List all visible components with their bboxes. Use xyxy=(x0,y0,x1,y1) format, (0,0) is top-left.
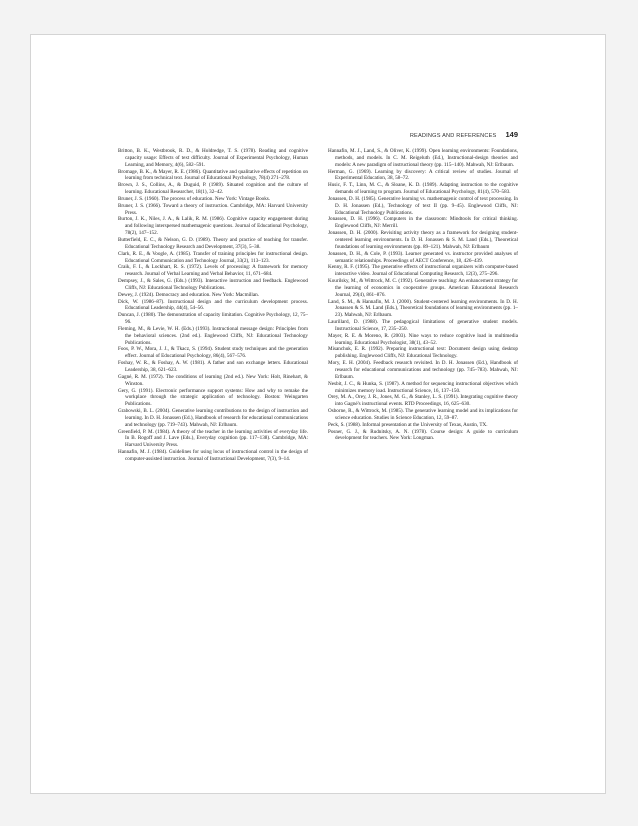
reference-entry: Grabowski, B. L. (2004). Generative learning contributions to the design of instruction and learning. In D. H. Jonassen (Ed.), Handbook of research for educational communications and technology (pp. 719–743). Mahwah, NJ: Erlbaum. xyxy=(118,408,309,428)
reference-entry: Laurillard, D. (1988). The pedagogical limitations of generative student models. Instructional Science, 17, 235–250. xyxy=(328,319,518,332)
running-head: READINGS AND REFERENCES xyxy=(409,133,497,139)
reference-entry: Foshay, W. R., & Foshay, A. W. (1981). A father and son exchange letters. Educational Leadership, 38, 621–623. xyxy=(118,360,308,373)
reference-entry: Craik, F. I., & Lockhart, R. S. (1972). Levels of processing: A framework for memory research. Journal of Verbal Learning and Verbal Behavior, 11, 671–684. xyxy=(118,264,308,278)
references-column-left xyxy=(118,148,308,463)
references-column-right xyxy=(328,148,518,442)
reference-entry: Dempsey, J., & Sales, G. (Eds.) (1993). Interactive instruction and feedback. Englewood Cliffs, NJ: Educational Technology Publications. xyxy=(118,278,308,291)
reference-entry: Kenny, R. F. (1995). The generative effects of instructional organizers with computer-based interactive video. Journal of Educational Computing Research, 12(3), 275–296. xyxy=(328,264,518,278)
reference-entry: Nesbit, J. C., & Hunka, S. (1987). A method for sequencing instructional objectives which minimizes memory load. Instructional Science, 16, 137–150. xyxy=(328,380,518,394)
reference-entry: Herman, G. (1969). Learning by discovery: A critical review of studies. Journal of Experimental Education, 38, 58–72. xyxy=(328,168,518,182)
reference-entry: Hannafin, M. J. (1984). Guidelines for using locus of instructional control in the design of computer-assisted instruction. Journal of Instructional Development, 7(3), 9–14. xyxy=(118,449,308,462)
reference-entry: Greenfield, P. M. (1984). A theory of the teacher in the learning activities of everyday life. In B. Rogoff and J. Lave (Eds.), Everyday cognition (pp. 117–138). Cambridge, MA: Harvard University Press. xyxy=(118,428,308,449)
reference-entry: Hannafin, M. J., Land, S., & Oliver, K. (1999). Open learning environments: Foundations, methods, and models. In C. M. Reigeluth (Ed.), Instructional-design theories and models: A new paradigm of instructional theory (pp. 115–140). Mahwah, NJ: Erlbaum. xyxy=(328,148,518,168)
reference-entry: Husic, F. T., Linn, M. C., & Sloane, K. D. (1989). Adapting instruction to the cognitive demands of learning to program. Journal of Educational Psychology, 81(4), 570–583. xyxy=(328,182,518,196)
reference-entry: Burton, J. K., Niles, J. A., & Lalik, R. M. (1986). Cognitive capacity engagement during and following interspersed mathemagenic questions. Journal of Educational Psychology, 78(2), 147–152. xyxy=(118,216,308,237)
reference-entry: Jonassen, D. H. (1996). Computers in the classroom: Mindtools for critical thinking. Englewood Cliffs, NJ: Merrill. xyxy=(328,216,518,230)
reference-entry: Gagné, R. M. (1972). The conditions of learning (2nd ed.). New York: Holt, Rinehart, & Winston. xyxy=(118,373,308,387)
reference-entry: Duncan, J. (1980). The demonstration of capacity limitation. Cognitive Psychology, 12, 75–96. xyxy=(118,312,308,326)
reference-entry: Jonassen, D. H. (2000). Revisiting activity theory as a framework for designing student-centered learning environments. In D. H. Jonassen & S. M. Land (Eds.), Theoretical foundations of learning environments (pp. 89–121). Mahwah, NJ: Erlbaum xyxy=(328,230,518,250)
reference-entry: Bruner, J. S. (1966). Toward a theory of instruction. Cambridge, MA: Harvard University Press. xyxy=(118,202,308,216)
reference-entry: Misanchuk, E. R. (1992). Preparing instructional text: Document design using desktop publishing. Englewood Cliffs, NJ: Educational Technology. xyxy=(328,346,518,360)
reference-entry: Bromage, B. K., & Mayer, R. E. (1986). Quantitative and qualitative effects of repetition on learning from technical text. Journal of Educational Psychology, 78(4) 271–278. xyxy=(118,168,308,182)
reference-entry: Foos, P. W., Mora, J. J., & Tkacz, S. (1994). Student study techniques and the generation effect. Journal of Educational Psychology, 86(4), 567–576. xyxy=(118,346,308,360)
reference-entry: Britton, B. K., Westbrook, R. D., & Holdredge, T. S. (1978). Reading and cognitive capacity usage: Effects of text difficulty. Journal of Experimental Psychology, Human Learning, and Memory, 4(6), 582–591. xyxy=(118,148,308,168)
reference-entry: Brown, J. S., Collins, A., & Duguid, P. (1989). Situated cognition and the culture of learning. Educational Researcher, 18(1), 32–42. xyxy=(118,182,308,196)
reference-entry: Peck, S. (1988). Informal presentation at the University of Texas, Austin, TX. xyxy=(328,421,488,428)
reference-entry: Dick, W. (1986–87). Instructional design and the curriculum development process. Educational Leadership, 44(4), 54–56. xyxy=(118,298,308,312)
reference-entry: Butterfield, E. C., & Nelson, G. D. (1989). Theory and practice of teaching for transfer. Educational Technology Research and Development, 37(3), 5–38. xyxy=(118,236,308,250)
reference-entry: Orey, M. A., Orey, J. R., Jones, M. G., & Stanley, L. S. (1991). Integrating cognitive theory into Gagné's instructional events. RTD Proceedings, 16, 625–630. xyxy=(328,394,518,408)
book-page xyxy=(30,34,606,794)
page-header xyxy=(118,130,518,139)
reference-entry: Jonassen, D. H. (1985). Generative learning vs. mathemagenic control of text processing. In D. H. Jonassen (Ed.), Technology of text II (pp. 9–45). Englewood Cliffs, NJ: Educational Technology Publications. xyxy=(328,195,518,216)
reference-entry: Mayer, R. E. & Moreno, R. (2003). Nine ways to reduce cognitive load in multimedia learning. Educational Psychologist, 38(1), 43–52. xyxy=(328,332,518,346)
reference-entry: Gery, G. (1991). Electronic performance support systems: How and why to remake the workplace through the strategic application of technology. Boston: Weingarten Publications. xyxy=(118,387,308,408)
page-number: 149 xyxy=(505,130,518,139)
reference-entry: Fleming, M., & Levie, W. H. (Eds.) (1993). Instructional message design: Principles from the behavioral sciences. (2nd ed.). Englewood Cliffs, NJ: Educational Technology Publications. xyxy=(118,325,308,346)
reference-entry: Posner, G. J., & Rudnitsky, A. N. (1978). Course design: A guide to curriculum development for teachers. New York: Longman. xyxy=(328,428,518,442)
reference-entry: Dewey, J. (1924). Democracy and education. New York: Macmillan. xyxy=(118,291,259,298)
reference-entry: Kourilsky, M., & Wittrock, M. C. (1992). Generative teaching: An enhancement strategy for the learning of economics in cooperative groups. American Educational Research Journal, 29(4), 861–876. xyxy=(328,278,518,298)
reference-entry: Mory, E. H. (2004). Feedback research revisited. In D. H. Jonassen (Ed.), Handbook of research for educational communications and technology (pp. 745–783). Mahwah, NJ: Erlbaum. xyxy=(328,360,518,380)
reference-entry: Land, S. M., & Hannafin, M. J. (2000). Student-centered learning environments. In D. H. Jonassen & S. M. Land (Eds.), Theoretical foundations of learning environments (pp. 1–23). Mahwah, NJ: Erlbaum. xyxy=(328,298,518,319)
reference-entry: Bruner, J. S. (1960). The process of education. New York: Vintage Books. xyxy=(118,195,271,202)
reference-entry: Osborne, R., & Wittrock, M. (1985). The generative learning model and its implications for science education. Studies in Science Education, 12, 59–87. xyxy=(328,408,518,421)
reference-entry: Clark, R. E., & Voogle, A. (1985). Transfer of training principles for instructional design. Educational Communication and Technology Journal, 33(2), 113–123. xyxy=(118,250,308,264)
reference-entry: Jonassen, D. H., & Cole, P. (1993). Learner generated vs. instructor provided analyses of semantic relationships. Proceedings of AECT Conference, 18, 426–439. xyxy=(328,250,518,264)
